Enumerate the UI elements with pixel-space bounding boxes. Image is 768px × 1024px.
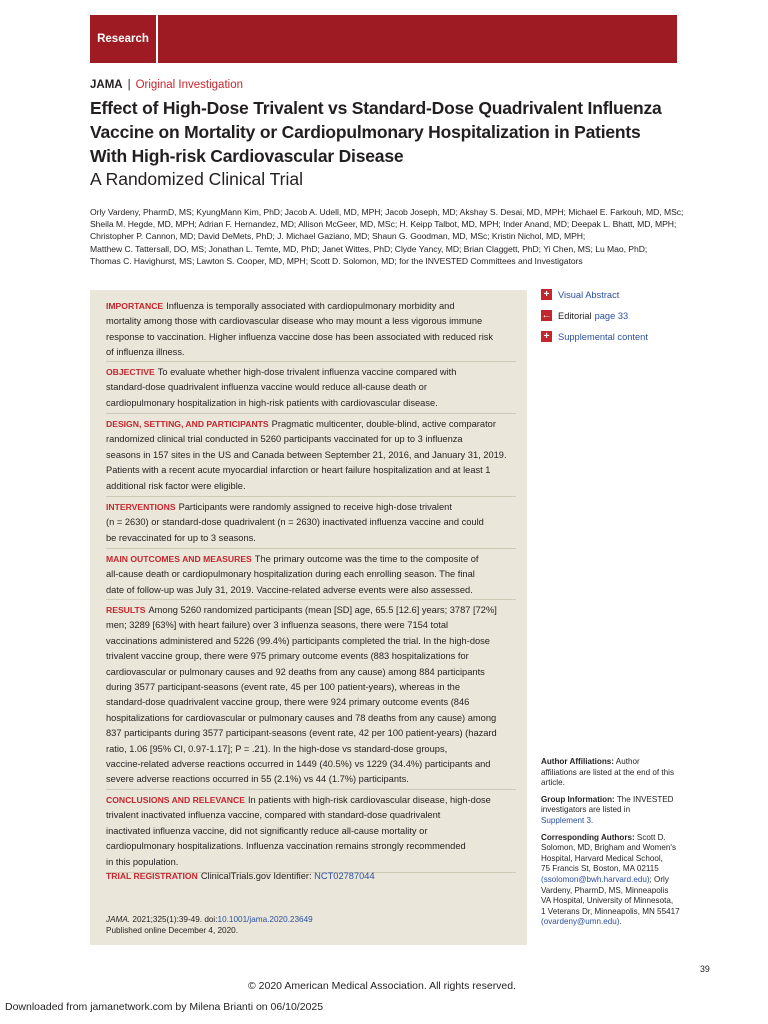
author-info-sidebar xyxy=(541,757,681,934)
article-title xyxy=(90,96,690,168)
abstract-line: seasons in 157 sites in the US and Canada between September 21, 2016, and January 31, 2019. xyxy=(106,449,507,460)
note-line: investigators are listed in xyxy=(541,805,631,815)
section-divider xyxy=(106,789,516,790)
note-line: 75 Francis St, Boston, MA 02115 xyxy=(541,864,659,874)
note-line: 1 Veterans Dr, Minneapolis, MN 55417 xyxy=(541,906,680,916)
abstract-line: during 3577 participant-seasons (event rate, 45 per 100 patient-years), whereas in the xyxy=(106,682,461,693)
abstract-conclusions xyxy=(106,793,516,870)
citation xyxy=(106,914,313,936)
section-heading: CONCLUSIONS AND RELEVANCE xyxy=(106,795,245,805)
author-line: Orly Vardeny, PharmD, MS; KyungMann Kim, PhD; Jacob A. Udell, MD, MPH; Jacob Joseph, MD; Akshay S. Desai, MD, MPH; Michael E. Farkouh, MD, MSc; xyxy=(90,207,684,217)
abstract-line: The primary outcome was the time to the composite of xyxy=(254,554,479,564)
abstract-results xyxy=(106,603,516,788)
abstract-line: hospitalizations for cardiovascular or pulmonary causes and 78 deaths from any cause) among xyxy=(106,712,497,723)
section-divider xyxy=(106,599,516,600)
link-label[interactable]: Supplemental content xyxy=(558,331,648,342)
note-line: Scott D. xyxy=(636,832,666,842)
abstract-line: trivalent inactivated influenza vaccine, compared with standard-dose quadrivalent xyxy=(106,810,441,821)
journal-name: JAMA xyxy=(90,79,123,91)
abstract-line: Influenza is temporally associated with cardiopulmonary morbidity and xyxy=(166,301,455,311)
page-number: 39 xyxy=(700,964,710,974)
abstract-line: severe adverse reactions occurred in 55 (2.1%) vs 44 (1.7%) participants. xyxy=(106,774,409,785)
abstract-line: cardiovascular or pulmonary causes and 92 deaths from any cause) among 884 participants xyxy=(106,666,485,677)
abstract-line: men; 3289 [63%] with heart failure) over 3 influenza seasons, there were 7154 total xyxy=(106,620,449,631)
abstract-line: Among 5260 randomized participants (mean [SD] age, 65.5 [12.6] years; 3787 [72%] xyxy=(148,605,497,615)
abstract-line: standard-dose quadrivalent influenza vaccine would reduce all-cause death or xyxy=(106,382,427,393)
section-tab-research[interactable]: Research xyxy=(90,15,158,63)
abstract-line: standard-dose quadrivalent vaccine group, there were 924 primary outcome events (846 xyxy=(106,697,470,708)
plus-icon: + xyxy=(541,331,552,342)
abstract-line: vaccine-related adverse reactions occurred in 1449 (40.5%) vs 1229 (34.4%) participants and xyxy=(106,759,491,770)
citation-ref: 2021;325(1):39-49. doi: xyxy=(132,915,218,924)
citation-journal: JAMA. xyxy=(106,915,131,924)
abstract-registration xyxy=(106,869,516,884)
abstract-line: in this population. xyxy=(106,856,179,867)
note-line: Solomon, MD, Brigham and Women's xyxy=(541,843,676,853)
note-line: Author xyxy=(615,757,640,766)
abstract-objective xyxy=(106,365,516,411)
note-line: VA Hospital, University of Minnesota, xyxy=(541,896,674,906)
abstract-line: trivalent vaccine group, there were 975 primary outcome events (883 hospitalizations for xyxy=(106,651,469,662)
editorial-link[interactable] xyxy=(541,305,648,326)
abstract-line: In patients with high-risk cardiovascular disease, high-dose xyxy=(247,795,491,805)
visual-abstract-link[interactable] xyxy=(541,284,648,305)
note-heading: Group Information: xyxy=(541,794,615,804)
abstract-box xyxy=(90,290,527,945)
article-subtitle: A Randomized Clinical Trial xyxy=(90,169,304,189)
section-heading: MAIN OUTCOMES AND MEASURES xyxy=(106,554,252,564)
supplement-link[interactable]: Supplement 3. xyxy=(541,815,594,825)
section-divider xyxy=(106,413,516,414)
section-divider xyxy=(106,496,516,497)
section-heading: OBJECTIVE xyxy=(106,367,155,377)
email-link[interactable]: (ovardeny@umn.edu) xyxy=(541,917,620,927)
copyright-notice: © 2020 American Medical Association. All rights reserved. xyxy=(248,980,517,992)
article-type: Original Investigation xyxy=(135,79,243,91)
section-header-bar xyxy=(90,15,677,63)
author-list xyxy=(90,206,690,267)
link-label[interactable]: Visual Abstract xyxy=(558,289,620,300)
note-line: Hospital, Harvard Medical School, xyxy=(541,853,663,863)
corresponding-authors-note xyxy=(541,833,681,928)
note-line: . xyxy=(619,917,622,927)
note-line: ; Orly xyxy=(649,874,669,884)
email-link[interactable]: (ssolomon@bwh.harvard.edu) xyxy=(541,874,650,884)
section-divider xyxy=(106,548,516,549)
title-line: With High-risk Cardiovascular Disease xyxy=(90,146,404,166)
abstract-interventions xyxy=(106,500,516,546)
author-line: Matthew C. Tattersall, DO, MS; Jonathan L. Temte, MD, PhD; Janet Wittes, PhD; Clyde Yancy, MD; Brian Claggett, PhD; Yi Chen, MS; Lu Mao, PhD; xyxy=(90,243,648,254)
abstract-line: cardiopulmonary hospitalizations. Influenza vaccination remains strongly recommended xyxy=(106,841,466,852)
abstract-outcomes xyxy=(106,552,516,598)
abstract-line: ratio, 1.06 [95% CI, 0.97-1.17]; P = .21). In the high-dose vs standard-dose groups, xyxy=(106,743,448,754)
abstract-line: be revaccinated for up to 3 seasons. xyxy=(106,532,256,543)
section-heading: TRIAL REGISTRATION xyxy=(106,871,198,881)
link-label[interactable]: page 33 xyxy=(594,310,629,321)
doi-link[interactable]: 10.1001/jama.2020.23649 xyxy=(217,915,313,924)
abstract-line: all-cause death or cardiopulmonary hospitalization during each enrolling season. The final xyxy=(106,569,475,580)
plus-icon: + xyxy=(541,289,552,300)
abstract-line: response to vaccination. Higher influenza vaccine dose has been associated with reduced risk xyxy=(106,331,494,342)
kicker-separator: | xyxy=(127,79,131,91)
abstract-line: mortality among those with cardiovascular disease who may mount a less vigorous immune xyxy=(106,316,483,327)
abstract-design xyxy=(106,417,516,494)
note-line: affiliations are listed at the end of this xyxy=(541,767,675,777)
section-heading: INTERVENTIONS xyxy=(106,502,176,512)
section-heading: IMPORTANCE xyxy=(106,301,164,311)
abstract-importance xyxy=(106,299,516,361)
registration-label: ClinicalTrials.gov Identifier: xyxy=(200,871,312,881)
abstract-line: randomized clinical trial conducted in 5260 participants vaccinated for up to 3 influenza xyxy=(106,434,463,445)
author-line: Christopher P. Cannon, MD; David DeMets, PhD; J. Michael Gaziano, MD; Shaun G. Goodman, MD, MSc; Kristin Nichol, MD, MPH; xyxy=(90,231,586,242)
link-prefix: Editorial xyxy=(558,310,592,321)
section-heading: RESULTS xyxy=(106,605,146,615)
arrow-left-icon: ← xyxy=(541,310,552,321)
article-kicker xyxy=(90,79,243,91)
abstract-line: To evaluate whether high-dose trivalent influenza vaccine compared with xyxy=(157,367,457,377)
note-heading: Corresponding Authors: xyxy=(541,832,635,842)
note-line: Vardeny, PharmD, MS, Minneapolis xyxy=(541,885,669,895)
published-date: Published online December 4, 2020. xyxy=(106,926,238,935)
abstract-line: additional risk factor were eligible. xyxy=(106,480,246,491)
related-links xyxy=(541,284,648,347)
supplemental-content-link[interactable] xyxy=(541,326,648,347)
abstract-line: inactivated influenza vaccine, did not significantly reduce all-cause mortality or xyxy=(106,825,428,836)
abstract-line: date of follow-up was July 31, 2019. Vaccine-related adverse events were also assessed. xyxy=(106,584,473,595)
title-line: Vaccine on Mortality or Cardiopulmonary Hospitalization in Patients xyxy=(90,122,641,142)
note-line: article. xyxy=(541,778,565,788)
abstract-line: Participants were randomly assigned to receive high-dose trivalent xyxy=(178,502,452,512)
abstract-line: cardiopulmonary hospitalization in high-risk patients with cardiovascular disease. xyxy=(106,397,438,408)
abstract-line: Patients with a recent acute myocardial infarction or heart failure hospitalization and at least 1 xyxy=(106,465,491,476)
download-watermark: Downloaded from jamanetwork.com by Milena Brianti on 06/10/2025 xyxy=(5,1001,324,1013)
note-heading: Author Affiliations: xyxy=(541,757,614,766)
note-line: The INVESTED xyxy=(616,794,674,804)
abstract-line: of influenza illness. xyxy=(106,347,185,358)
abstract-line: (n = 2630) or standard-dose quadrivalent (n = 2630) inactivated influenza vaccine and could xyxy=(106,517,484,528)
abstract-line: Pragmatic multicenter, double-blind, active comparator xyxy=(271,419,496,429)
author-line: Sheila M. Hegde, MD, MPH; Adrian F. Hernandez, MD; Allison McGeer, MD, MSc; H. Keipp Talbot, MD, MPH; Inder Anand, MD; Deepak L. Bhatt, MD, MPH; xyxy=(90,219,677,230)
section-divider xyxy=(106,361,516,362)
abstract-line: 837 participants during 3577 participant-seasons (event rate, 42 per 100 patient-years) (hazard xyxy=(106,728,497,739)
author-affiliations-note xyxy=(541,757,681,789)
trial-id-link[interactable]: NCT02787044 xyxy=(314,871,375,881)
group-information-note xyxy=(541,795,681,827)
author-line: Thomas C. Havighurst, MS; Lawton S. Cooper, MD, MPH; Scott D. Solomon, MD; for the INVESTED Committees and Investigators xyxy=(90,255,583,266)
abstract-line: vaccinations administered and 5226 (99.4%) participants completed the trial. In the high-dose xyxy=(106,635,490,646)
title-line: Effect of High-Dose Trivalent vs Standard-Dose Quadrivalent Influenza xyxy=(90,98,662,118)
section-heading: DESIGN, SETTING, AND PARTICIPANTS xyxy=(106,419,269,429)
